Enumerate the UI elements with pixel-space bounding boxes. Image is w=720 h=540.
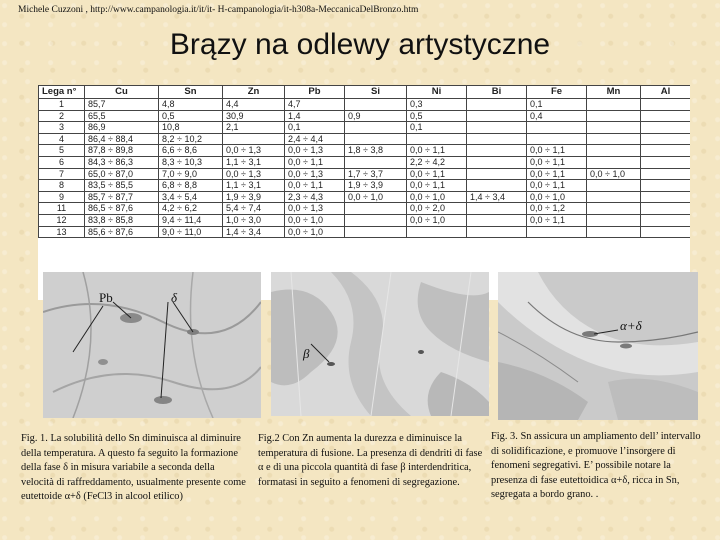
table-cell xyxy=(587,203,641,215)
table-cell xyxy=(345,122,407,134)
fig3-label-alpha-delta: α+δ xyxy=(620,318,642,333)
table-cell: 0,0 ÷ 1,1 xyxy=(527,168,587,180)
table-cell: 11 xyxy=(39,203,85,215)
caption-fig3: Fig. 3. Sn assicura un ampliamento dell’ intervallo di solidificazione, e promuove l’insorgere di fenomeni segregativi. E’ possibile notare la presenza di fase eutettoidica α+δ, ricca in Sn, segregata a bordo grano. . xyxy=(491,431,701,501)
table-header-cell: Ni xyxy=(407,86,467,99)
table-cell xyxy=(587,214,641,226)
table-cell xyxy=(467,203,527,215)
table-cell xyxy=(641,110,691,122)
table-header-cell: Si xyxy=(345,86,407,99)
table-cell xyxy=(641,133,691,145)
table-cell: 2,2 ÷ 4,2 xyxy=(407,156,467,168)
table-cell: 0,0 ÷ 1,1 xyxy=(527,180,587,192)
table-cell: 4,8 xyxy=(159,99,223,111)
table-cell: 0,0 ÷ 1,0 xyxy=(285,214,345,226)
table-cell xyxy=(345,203,407,215)
table-row xyxy=(39,133,691,145)
table-cell: 0,3 xyxy=(407,99,467,111)
table-cell xyxy=(641,99,691,111)
table-cell xyxy=(345,214,407,226)
table-cell: 1,1 ÷ 3,1 xyxy=(223,180,285,192)
table-cell: 0,0 ÷ 1,3 xyxy=(223,145,285,157)
table-cell xyxy=(641,145,691,157)
table-cell: 2,1 xyxy=(223,122,285,134)
table-header-cell: Cu xyxy=(85,86,159,99)
table-cell: 7 xyxy=(39,168,85,180)
table-header-cell: Pb xyxy=(285,86,345,99)
table-cell xyxy=(641,191,691,203)
table-cell: 65,0 ÷ 87,0 xyxy=(85,168,159,180)
table-cell: 0,0 ÷ 1,0 xyxy=(407,214,467,226)
table-cell xyxy=(587,99,641,111)
table-header-row xyxy=(39,86,691,99)
table-cell: 0,0 ÷ 1,0 xyxy=(285,226,345,238)
table-cell: 13 xyxy=(39,226,85,238)
table-cell: 0,5 xyxy=(407,110,467,122)
table-body xyxy=(39,99,691,238)
table-cell xyxy=(467,110,527,122)
table-cell xyxy=(345,133,407,145)
table-cell: 5 xyxy=(39,145,85,157)
table-cell xyxy=(467,133,527,145)
table-cell xyxy=(527,226,587,238)
table-cell: 8 xyxy=(39,180,85,192)
table-cell: 2,4 ÷ 4,4 xyxy=(285,133,345,145)
table-cell xyxy=(527,122,587,134)
table-cell: 0,0 ÷ 1,3 xyxy=(285,168,345,180)
table-cell xyxy=(641,156,691,168)
table-cell xyxy=(641,122,691,134)
source-url: Michele Cuzzoni , http://www.campanologia.it/it/it- H-campanologia/it-h308a-MeccanicaDelBronzo.htm xyxy=(18,5,419,15)
table-cell xyxy=(587,122,641,134)
table-cell xyxy=(467,226,527,238)
table-cell: 86,9 xyxy=(85,122,159,134)
table-cell: 6 xyxy=(39,156,85,168)
table-cell: 0,0 ÷ 1,1 xyxy=(527,145,587,157)
table-cell: 0,0 ÷ 1,1 xyxy=(407,180,467,192)
table-cell: 0,0 ÷ 1,1 xyxy=(527,156,587,168)
table-row xyxy=(39,191,691,203)
page-title: Brązy na odlewy artystyczne xyxy=(169,28,551,61)
table-cell xyxy=(641,180,691,192)
table-cell: 0,1 xyxy=(407,122,467,134)
table-cell: 8,3 ÷ 10,3 xyxy=(159,156,223,168)
table-cell: 5,4 ÷ 7,4 xyxy=(223,203,285,215)
table-cell: 0,9 xyxy=(345,110,407,122)
table-cell xyxy=(467,156,527,168)
table-header-cell: Zn xyxy=(223,86,285,99)
table-cell: 4,7 xyxy=(285,99,345,111)
table-cell: 0,0 ÷ 1,3 xyxy=(223,168,285,180)
table-cell: 6,8 ÷ 8,8 xyxy=(159,180,223,192)
table-header-cell: Lega n° xyxy=(39,86,85,99)
table-cell: 4,2 ÷ 6,2 xyxy=(159,203,223,215)
table-cell: 4 xyxy=(39,133,85,145)
table-header-cell: Bi xyxy=(467,86,527,99)
table-row xyxy=(39,145,691,157)
table-header-cell: Sn xyxy=(159,86,223,99)
table-cell xyxy=(587,110,641,122)
table-header-cell: Al xyxy=(641,86,691,99)
table-row xyxy=(39,122,691,134)
micrograph-fig1-image xyxy=(43,272,261,418)
table-cell: 3 xyxy=(39,122,85,134)
table-cell: 65,5 xyxy=(85,110,159,122)
caption-fig1: Fig. 1. La solubilità dello Sn diminuisca al diminuire della temperatura. A questo fa seguito la formazione della fase δ in misura variabile a seconda della velocità di raffreddamento, usualmente presente come eutettoide α+δ (FeCl3 in alcool etilico) xyxy=(21,433,246,503)
table-cell: 8,2 ÷ 10,2 xyxy=(159,133,223,145)
table-cell: 1,9 ÷ 3,9 xyxy=(223,191,285,203)
table-cell: 85,7 xyxy=(85,99,159,111)
table-cell: 12 xyxy=(39,214,85,226)
table-cell: 30,9 xyxy=(223,110,285,122)
micrograph-fig3-image xyxy=(498,272,698,420)
table-row xyxy=(39,214,691,226)
table-cell: 1,0 ÷ 3,0 xyxy=(223,214,285,226)
table-cell xyxy=(641,226,691,238)
table-cell: 9 xyxy=(39,191,85,203)
table-cell xyxy=(641,203,691,215)
fig1-label-pb: Pb xyxy=(99,290,113,305)
table-cell xyxy=(587,180,641,192)
table-cell: 9,0 ÷ 11,0 xyxy=(159,226,223,238)
table-cell xyxy=(467,214,527,226)
alloy-composition-table xyxy=(38,85,690,238)
table-cell: 1,1 ÷ 3,1 xyxy=(223,156,285,168)
table-cell xyxy=(345,226,407,238)
table-cell: 0,1 xyxy=(527,99,587,111)
table-cell xyxy=(641,168,691,180)
table-row xyxy=(39,168,691,180)
micrograph-fig1 xyxy=(43,272,261,418)
table-cell: 0,0 ÷ 1,1 xyxy=(407,168,467,180)
table-cell: 9,4 ÷ 11,4 xyxy=(159,214,223,226)
table-cell: 1,7 ÷ 3,7 xyxy=(345,168,407,180)
table-cell: 85,7 ÷ 87,7 xyxy=(85,191,159,203)
table-cell: 6,6 ÷ 8,6 xyxy=(159,145,223,157)
table-cell: 4,4 xyxy=(223,99,285,111)
table-cell: 7,0 ÷ 9,0 xyxy=(159,168,223,180)
table-cell xyxy=(641,214,691,226)
table-row xyxy=(39,110,691,122)
fig1-label-delta: δ xyxy=(171,290,178,305)
table-header-cell: Fe xyxy=(527,86,587,99)
table-cell: 86,4 ÷ 88,4 xyxy=(85,133,159,145)
table-cell: 0,1 xyxy=(285,122,345,134)
table-cell: 1,8 ÷ 3,8 xyxy=(345,145,407,157)
table-cell: 1 xyxy=(39,99,85,111)
table-cell: 1,4 xyxy=(285,110,345,122)
table-cell: 0,0 ÷ 1,0 xyxy=(345,191,407,203)
caption-fig2: Fig.2 Con Zn aumenta la durezza e diminuisce la temperatura di fusione. La presenza di dendriti di fase α e di una piccola quantità di fase β interdendritica, formatasi in seguito a fenomeni di segregazione. xyxy=(258,433,483,488)
micrograph-fig2-image xyxy=(271,272,489,416)
table-cell xyxy=(587,133,641,145)
table-cell: 0,0 ÷ 1,0 xyxy=(587,168,641,180)
table-row xyxy=(39,180,691,192)
table-cell xyxy=(587,191,641,203)
table-cell: 10,8 xyxy=(159,122,223,134)
table-row xyxy=(39,156,691,168)
table-cell: 0,4 xyxy=(527,110,587,122)
table-cell xyxy=(467,168,527,180)
fig2-label-beta: β xyxy=(303,346,310,361)
table-cell: 83,8 ÷ 85,8 xyxy=(85,214,159,226)
table-cell xyxy=(407,133,467,145)
table-cell: 85,6 ÷ 87,6 xyxy=(85,226,159,238)
table-cell: 0,0 ÷ 1,0 xyxy=(527,191,587,203)
table-row xyxy=(39,226,691,238)
micrograph-fig2 xyxy=(271,272,489,416)
table-cell: 0,0 ÷ 1,1 xyxy=(527,214,587,226)
table-cell: 2,3 ÷ 4,3 xyxy=(285,191,345,203)
table-cell: 1,9 ÷ 3,9 xyxy=(345,180,407,192)
table-cell xyxy=(527,133,587,145)
table-cell: 0,5 xyxy=(159,110,223,122)
table-cell: 1,4 ÷ 3,4 xyxy=(223,226,285,238)
table-cell xyxy=(467,122,527,134)
table-cell: 2 xyxy=(39,110,85,122)
table-cell xyxy=(467,99,527,111)
table-cell: 0,0 ÷ 1,3 xyxy=(285,203,345,215)
table-cell xyxy=(467,180,527,192)
table-cell xyxy=(587,226,641,238)
table-cell xyxy=(587,156,641,168)
table-cell xyxy=(345,156,407,168)
table-cell: 0,0 ÷ 1,0 xyxy=(407,191,467,203)
table-cell: 0,0 ÷ 2,0 xyxy=(407,203,467,215)
table-cell xyxy=(407,226,467,238)
table-cell: 87,8 ÷ 89,8 xyxy=(85,145,159,157)
table-cell xyxy=(587,145,641,157)
table-cell xyxy=(345,99,407,111)
table-cell: 0,0 ÷ 1,3 xyxy=(285,145,345,157)
table-cell: 0,0 ÷ 1,2 xyxy=(527,203,587,215)
table-header-cell: Mn xyxy=(587,86,641,99)
table-row xyxy=(39,203,691,215)
table-cell xyxy=(223,133,285,145)
micrograph-fig3 xyxy=(498,272,698,420)
alloy-table-image xyxy=(38,85,690,300)
table-cell: 0,0 ÷ 1,1 xyxy=(285,180,345,192)
table-cell: 84,3 ÷ 86,3 xyxy=(85,156,159,168)
table-cell: 3,4 ÷ 5,4 xyxy=(159,191,223,203)
table-cell: 83,5 ÷ 85,5 xyxy=(85,180,159,192)
table-cell xyxy=(467,145,527,157)
table-row xyxy=(39,99,691,111)
table-cell: 1,4 ÷ 3,4 xyxy=(467,191,527,203)
table-cell: 86,5 ÷ 87,6 xyxy=(85,203,159,215)
table-cell: 0,0 ÷ 1,1 xyxy=(407,145,467,157)
table-cell: 0,0 ÷ 1,1 xyxy=(285,156,345,168)
